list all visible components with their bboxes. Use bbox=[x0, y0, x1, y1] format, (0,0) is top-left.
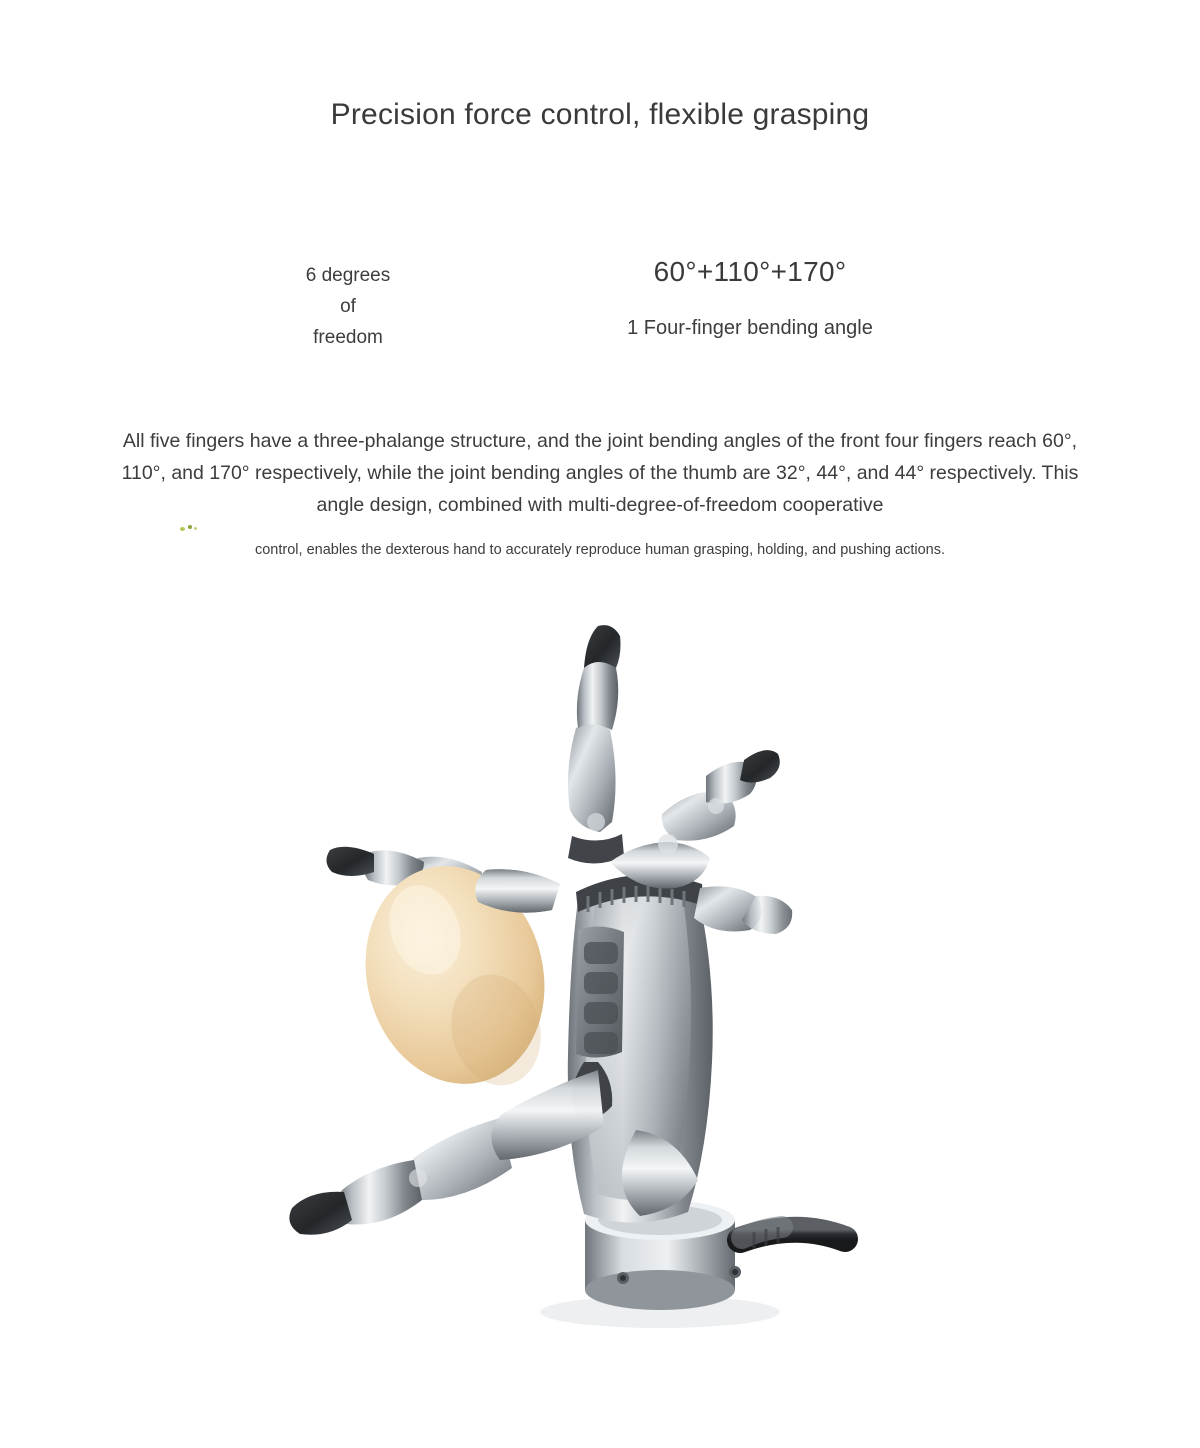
robot-hand-illustration bbox=[0, 600, 1200, 1400]
spec-angle-value: 60°+110°+170° bbox=[653, 256, 847, 287]
spec-angle-caption: 1 Four-finger bending angle bbox=[627, 317, 873, 339]
page-title: Precision force control, flexible grasping bbox=[330, 98, 870, 131]
power-cable bbox=[740, 1227, 845, 1248]
spec-bending-angle bbox=[520, 250, 980, 342]
spec-row bbox=[0, 250, 1200, 370]
spec-dof-line3: freedom bbox=[313, 327, 383, 348]
body-paragraph: All five fingers have a three-phalange structure, and the joint bending angles of the front four fingers reach 60°, 110°, and 170° respectively, while the joint bending angles of the thumb are 32°, 44°, and 44° respectively. This angle design, combined with multi-degree-of-freedom cooperative bbox=[121, 430, 1079, 516]
spec-dof-line1: 6 degrees bbox=[305, 265, 391, 286]
finger-little bbox=[694, 886, 792, 934]
spec-degrees-of-freedom bbox=[250, 260, 446, 353]
finger-middle bbox=[610, 750, 780, 888]
finger-index bbox=[568, 625, 624, 863]
spec-dof-line2: of bbox=[340, 296, 356, 317]
body-paragraph-continuation: control, enables the dexterous hand to accurately reproduce human grasping, holding, and pushing actions. bbox=[254, 542, 945, 558]
palm-body bbox=[568, 875, 713, 1223]
decorative-dots-icon bbox=[180, 524, 200, 532]
